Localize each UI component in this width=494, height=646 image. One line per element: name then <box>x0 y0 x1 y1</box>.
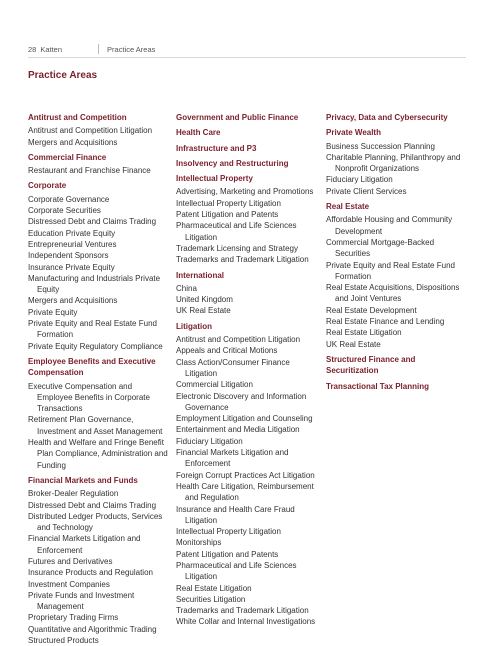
practice-item: Insurance and Health Care Fraud Litigation <box>176 504 295 525</box>
practice-item: Independent Sponsors <box>28 251 109 261</box>
header-rule <box>28 57 466 58</box>
practice-item: White Collar and Internal Investigations <box>176 617 316 627</box>
practice-item: Entertainment and Media Litigation <box>176 425 300 435</box>
practice-item: Fiduciary Litigation <box>176 436 243 446</box>
practice-item: Intellectual Property Litigation <box>176 527 281 537</box>
practice-item: Antitrust and Competition Litigation <box>28 126 153 136</box>
practice-item: UK Real Estate <box>326 339 381 349</box>
practice-item: Quantitative and Algorithmic Trading <box>28 624 157 634</box>
practice-item: Patent Litigation and Patents <box>176 549 279 559</box>
firm-name: Katten <box>40 44 63 54</box>
practice-item: Foreign Corrupt Practices Act Litigation <box>176 470 315 480</box>
header-divider <box>98 44 99 54</box>
practice-item: Real Estate Litigation <box>326 328 402 338</box>
practice-item: Trademarks and Trademark Litigation <box>176 606 309 616</box>
practice-item: Health Care Litigation, Reimbursement and Regulation <box>176 481 314 503</box>
practice-item: Real Estate Acquisitions, Dispositions and Joint Ventures <box>326 283 460 304</box>
section-heading: Commercial Finance <box>28 152 107 162</box>
section-heading: Infrastructure and P3 <box>176 143 257 153</box>
practice-item: Monitorships <box>176 538 222 548</box>
practice-item: Distributed Ledger Products, Services and Technology <box>28 511 163 533</box>
practice-item: Structured Products <box>28 636 99 646</box>
practice-item: Private Equity and Real Estate Fund Formation <box>326 260 455 281</box>
practice-item: Retirement Plan Governance, Investment and Asset Management <box>28 415 163 436</box>
practice-item: United Kingdom <box>176 295 233 305</box>
column-2 <box>176 112 316 628</box>
practice-item: Appeals and Critical Motions <box>176 346 278 356</box>
practice-item: Insurance Products and Regulation <box>28 568 153 578</box>
practice-item: Private Equity <box>28 307 78 317</box>
practice-item: Financial Markets Litigation and Enforcement <box>28 534 141 555</box>
practice-item: Intellectual Property Litigation <box>176 198 281 208</box>
section-heading: Employee Benefits and Executive Compensation <box>28 356 156 378</box>
section-heading: Transactional Tax Planning <box>326 381 429 391</box>
practice-item: Affordable Housing and Community Development <box>326 215 453 236</box>
practice-item: Commercial Litigation <box>176 380 253 390</box>
column-3 <box>326 112 468 394</box>
practice-item: Mergers and Acquisitions <box>28 296 118 306</box>
section-heading: Private Wealth <box>326 128 381 138</box>
practice-item: Pharmaceutical and Life Sciences Litigation <box>176 221 297 242</box>
practice-item: Commercial Mortgage-Backed Securities <box>326 237 435 259</box>
practice-item: Entrepreneurial Ventures <box>28 239 117 249</box>
practice-item: Real Estate Finance and Lending <box>326 317 445 327</box>
practice-item: Distressed Debt and Claims Trading <box>28 500 157 510</box>
section-heading: Financial Markets and Funds <box>28 475 138 485</box>
section-heading: International <box>176 270 225 280</box>
practice-item: Private Equity and Real Estate Fund Formation <box>28 319 157 340</box>
practice-item: Distressed Debt and Claims Trading <box>28 217 157 227</box>
section-heading: Government and Public Finance <box>176 113 299 122</box>
page-header <box>28 44 466 54</box>
practice-item: Health and Welfare and Fringe Benefit Plan Compliance, Administration and Funding <box>28 438 168 470</box>
practice-item: Pharmaceutical and Life Sciences Litigation <box>176 560 297 582</box>
column-1 <box>28 112 168 646</box>
practice-item: Securities Litigation <box>176 594 246 604</box>
practice-item: Patent Litigation and Patents <box>176 210 279 220</box>
practice-item: Futures and Derivatives <box>28 556 113 566</box>
section-heading: Litigation <box>176 321 212 331</box>
practice-item: Charitable Planning, Philanthropy and Nonprofit Organizations <box>326 152 461 174</box>
practice-item: Antitrust and Competition Litigation <box>176 335 301 345</box>
practice-item: Real Estate Litigation <box>176 583 252 593</box>
practice-item: Business Succession Planning <box>326 141 435 151</box>
practice-item: Trademark Licensing and Strategy <box>176 243 298 253</box>
section-heading: Privacy, Data and Cybersecurity <box>326 113 448 122</box>
header-section: Practice Areas <box>107 44 156 54</box>
practice-item: Trademarks and Trademark Litigation <box>176 255 309 265</box>
section-heading: Intellectual Property <box>176 174 253 184</box>
practice-item: Employment Litigation and Counseling <box>176 414 313 424</box>
practice-item: Advertising, Marketing and Promotions <box>176 187 314 197</box>
practice-item: Mergers and Acquisitions <box>28 137 118 147</box>
practice-item: China <box>176 283 197 293</box>
practice-item: Private Equity Regulatory Compliance <box>28 341 163 351</box>
practice-item: Real Estate Development <box>326 305 417 315</box>
page-number: 28 <box>28 44 37 54</box>
practice-item: Corporate Governance <box>28 194 110 204</box>
practice-item: Private Funds and Investment Management <box>28 590 135 612</box>
practice-item: Private Client Services <box>326 186 407 196</box>
section-heading: Insolvency and Restructuring <box>176 158 289 168</box>
practice-item: Broker-Dealer Regulation <box>28 489 119 499</box>
practice-item: Insurance Private Equity <box>28 262 115 272</box>
practice-item: Fiduciary Litigation <box>326 175 393 185</box>
practice-item: Investment Companies <box>28 579 110 589</box>
practice-item: Corporate Securities <box>28 206 101 216</box>
practice-item: UK Real Estate <box>176 306 231 316</box>
section-heading: Real Estate <box>326 202 370 212</box>
practice-item: Education Private Equity <box>28 228 116 238</box>
practice-item: Electronic Discovery and Information Governance <box>176 391 307 412</box>
page-title: Practice Areas <box>28 70 98 81</box>
practice-item: Financial Markets Litigation and Enforcement <box>176 448 289 469</box>
section-heading: Structured Finance and Securitization <box>326 354 416 376</box>
practice-item: Executive Compensation and Employee Benefits in Corporate Transactions <box>28 381 150 414</box>
section-heading: Health Care <box>176 128 221 138</box>
section-heading: Corporate <box>28 181 67 191</box>
practice-item: Proprietary Trading Firms <box>28 613 119 623</box>
practice-item: Class Action/Consumer Finance Litigation <box>176 357 290 378</box>
practice-item: Manufacturing and Industrials Private Equity <box>28 273 161 295</box>
practice-item: Restaurant and Franchise Finance <box>28 166 151 176</box>
section-heading: Antitrust and Competition <box>28 113 127 122</box>
